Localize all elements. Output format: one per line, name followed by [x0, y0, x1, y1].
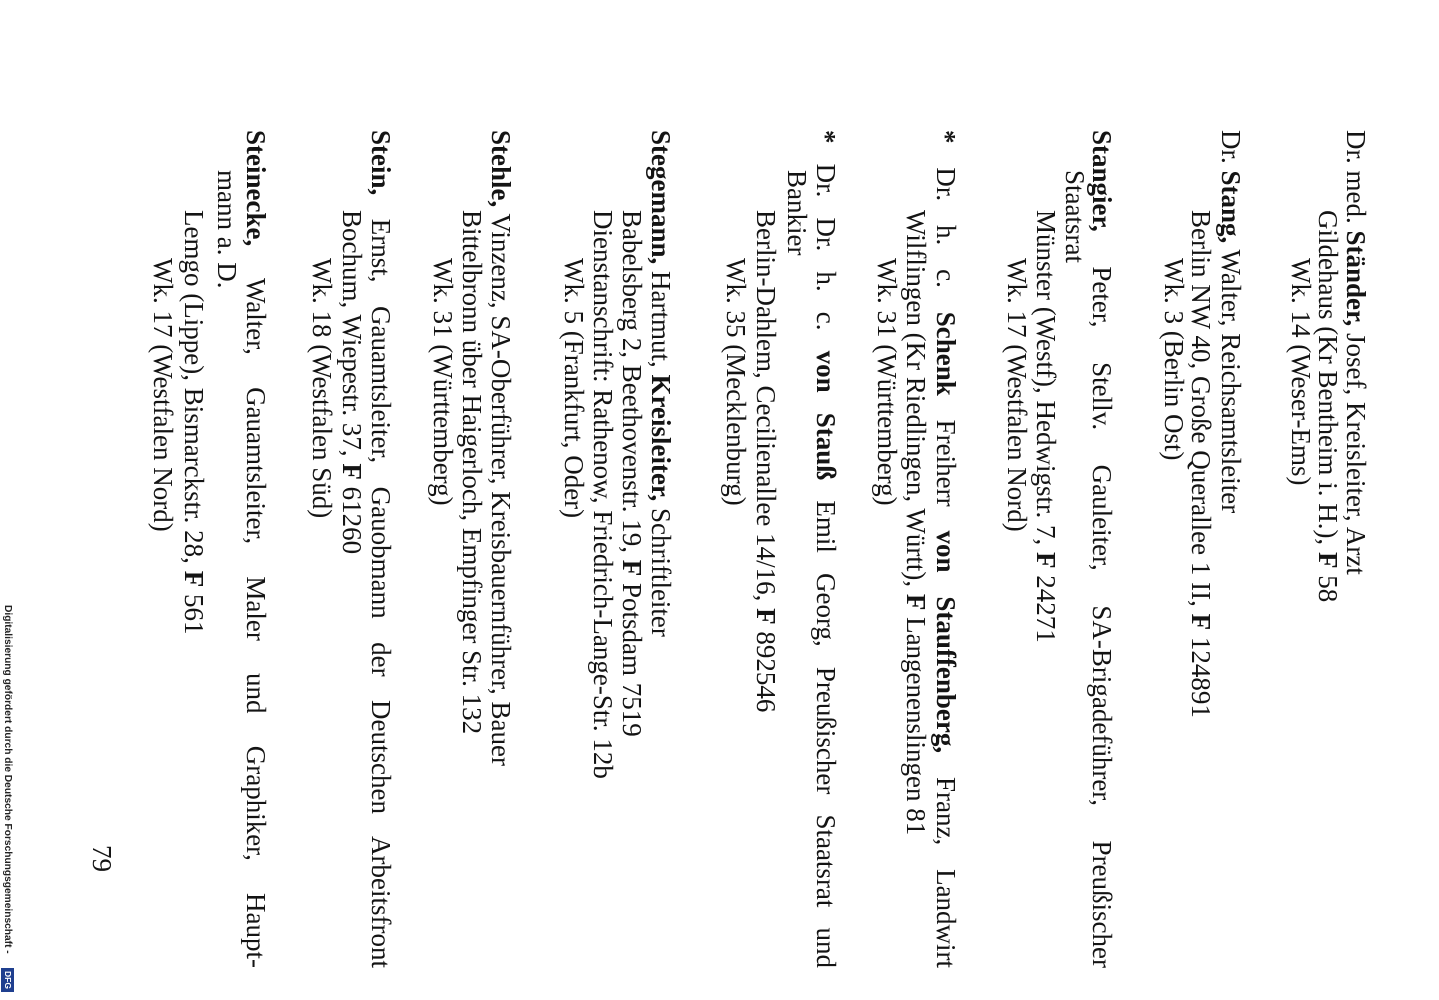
member-name: Steinecke, — [241, 130, 271, 247]
member-details: Josef, Kreisleiter, Arzt — [1341, 333, 1371, 575]
district-line: Wk. 31 (Württemberg) — [428, 258, 458, 506]
district-line: Wk. 35 (Mecklenburg) — [721, 258, 751, 506]
address-line — [457, 210, 487, 734]
address-text: Berlin NW 40, Große Querallee 1 II, — [1186, 210, 1216, 607]
address-text: Babelsberg 2, Beethovenstr. 19, — [617, 210, 647, 553]
digitization-credit: Digitalisierung gefördert durch die Deutsche Forschungsgemeinschaft - — [2, 605, 13, 954]
member-profession: Schriftleiter — [646, 507, 676, 637]
district-line: Wk. 18 (Westfalen Süd) — [307, 258, 337, 519]
district-line: Wk. 5 (Frankfurt, Oder) — [559, 258, 589, 519]
phone-number: Langenenslingen 81 — [901, 617, 931, 836]
member-name: Schenk — [931, 311, 961, 396]
member-name: Stein, — [366, 130, 396, 196]
page-number: 79 — [87, 845, 117, 872]
entry-heading-line — [486, 130, 516, 766]
phone-symbol: F — [1313, 551, 1343, 569]
address-text: Berlin-Dahlem, Cecilienallee 14/16, — [751, 210, 781, 602]
address-line — [1313, 210, 1343, 602]
address-line — [337, 210, 367, 554]
phone-number: 61260 — [337, 486, 367, 555]
member-details: Vinzenz, SA-Oberführer, Kreisbauernführer, Bauer — [486, 213, 516, 766]
member-name: Stangier, — [1087, 130, 1117, 232]
member-details: Hartmut, — [646, 271, 676, 368]
district-line: Wk. 17 (Westfalen Nord) — [148, 258, 178, 532]
address-line — [179, 210, 209, 634]
member-name: Ständer, — [1341, 230, 1371, 327]
district-line: Wk. 31 (Württemberg) — [872, 258, 902, 506]
heading-continuation-line: Staatsrat — [1060, 170, 1090, 263]
phone-number: 24271 — [1031, 575, 1061, 643]
entry-heading-line — [811, 130, 841, 968]
entry-heading-line — [366, 130, 396, 968]
heading-continuation-line: Bankier — [782, 170, 812, 256]
academic-title: Dr. — [1216, 130, 1246, 164]
address-text: Bochum, Wiepestr. 37, — [337, 210, 367, 457]
academic-title: Dr. Dr. h. c. — [811, 163, 841, 331]
academic-title: Dr. med. — [1341, 130, 1371, 224]
member-name: von Stauß — [811, 350, 841, 481]
asterisk-marker: * — [931, 130, 961, 144]
address-text: Gildehaus (Kr Bentheim i. H.), — [1313, 210, 1343, 546]
phone-symbol: F — [1186, 613, 1216, 631]
phone-number: 58 — [1313, 575, 1343, 603]
member-details: Emil Georg, Preußischer Staatsrat und — [811, 500, 841, 969]
phone-number: 124891 — [1186, 636, 1216, 718]
address-line — [1186, 210, 1216, 718]
phone-symbol: F — [179, 570, 209, 588]
heading-continuation-line: mann a. D. — [212, 170, 242, 289]
phone-symbol: F — [617, 559, 647, 577]
member-name: Stehle, — [486, 130, 516, 208]
phone-number: 561 — [179, 593, 209, 635]
entry-heading-line — [1216, 130, 1246, 513]
address-line — [901, 210, 931, 835]
address-text: Wilflingen (Kr Riedlingen, Württ), — [901, 210, 931, 588]
address-line — [617, 210, 647, 737]
member-name: Stegemann, — [646, 130, 676, 265]
address-text: Bittelbronn über Haigerloch, Empfinger Str. 132 — [457, 210, 487, 735]
district-line: Wk. 17 (Westfalen Nord) — [1002, 258, 1032, 532]
phone-number: 892546 — [751, 631, 781, 713]
entry-heading-line — [1087, 130, 1117, 968]
address-line — [751, 210, 781, 712]
district-line: Wk. 14 (Weser-Ems) — [1286, 258, 1316, 486]
member-details: Ernst, Gauamtsleiter, Gauobmann der Deutschen Arbeitsfront — [366, 218, 396, 968]
phone-symbol: F — [901, 593, 931, 611]
asterisk-marker: * — [811, 130, 841, 144]
member-name: Stang, — [1216, 170, 1246, 244]
phone-symbol: F — [337, 463, 367, 480]
member-office: Kreisleiter, — [646, 374, 676, 502]
address-line — [1031, 210, 1061, 643]
dfg-logo: DFG — [1, 968, 14, 992]
phone-symbol: F — [751, 608, 781, 625]
entry-heading-line — [931, 130, 961, 968]
office-address-line: Dienstanschrift: Rathenow, Friedrich-Lange-Str. 12b — [588, 210, 618, 779]
member-details: Franz, Landwirt — [931, 776, 961, 969]
entry-heading-line — [1341, 130, 1371, 575]
district-line: Wk. 3 (Berlin Ost) — [1159, 258, 1189, 461]
member-details: Walter, Gauamtsleiter, Maler und Graphiker, Haupt- — [241, 277, 271, 968]
member-details: Peter, Stellv. Gauleiter, SA-Brigadeführer, Preußischer — [1087, 266, 1117, 969]
member-details: Walter, Reichsamtsleiter — [1216, 249, 1246, 514]
entry-heading-line — [646, 130, 676, 637]
member-family-name: von Stauffenberg, — [931, 530, 961, 754]
address-text: Münster (Westf), Hedwigstr. 7, — [1031, 210, 1061, 546]
phone-symbol: F — [1031, 552, 1061, 569]
entry-heading-line — [241, 130, 271, 968]
academic-title: Dr. h. c. — [931, 167, 961, 288]
address-text: Lemgo (Lippe), Bismarckstr. 28, — [179, 210, 209, 564]
noble-title: Freiherr — [931, 419, 961, 507]
phone-number: Potsdam 7519 — [617, 582, 647, 737]
